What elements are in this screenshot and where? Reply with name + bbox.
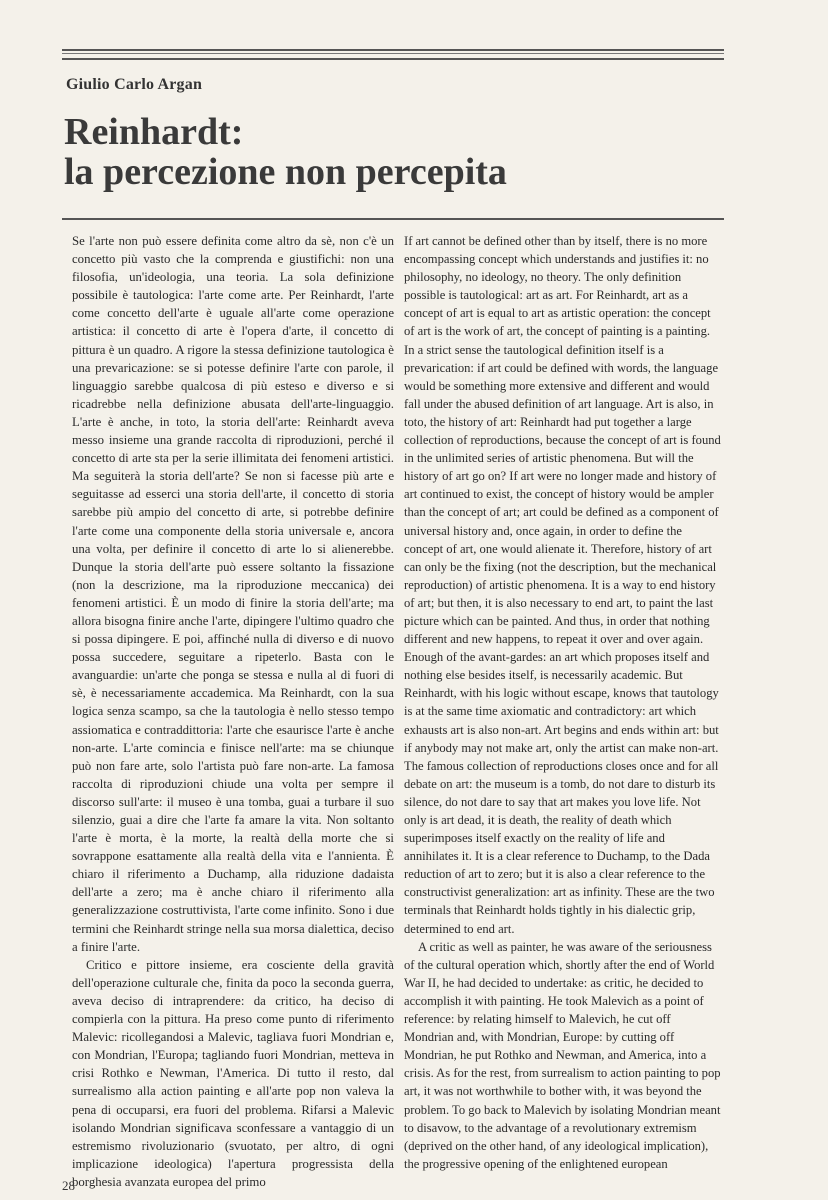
article-title xyxy=(64,112,507,192)
title-line-1: Reinhardt: xyxy=(64,111,244,153)
italian-paragraph-1: Se l'arte non può essere definita come altro da sè, non c'è un concetto più vasto che la comprenda e giustifichi: non una filosofia, un'ideologia, una teoria. La sola definizione possibile è tautologica: l'arte come arte. Per Reinhardt, l'arte come concetto dell'arte è uguale all'arte come operazione artistica: il concetto di arte è l'opera d'arte, il concetto di pittura è un quadro. A rigore la stessa definizione tautologica è una prevaricazione: se si potesse definire l'arte con parole, il linguaggio sarebbe qualcosa di più esteso e diverso e si ricadrebbe nella definizione abusata dell'arte-linguaggio. L'arte è anche, in toto, la storia dell'arte: Reinhardt aveva messo insieme una grande raccolta di riproduzioni, perché il concetto di arte sta per la serie illimitata dei fenomeni artistici. Ma seguiterà la storia dell'arte? Se non si facesse più arte e seguitasse ad esserci una storia dell'arte, il concetto di storia sarebbe più ampio del concetto di arte, si potrebbe definire l'arte come una componente della storia universale e, ancora una volta, per definire il concetto di arte lo si alienerebbe. Dunque la storia dell'arte può essere soltanto la fissazione (non la descrizione, ma la riproduzione meccanica) dei fenomeni artistici. È un modo di finire la storia dell'arte; ma allora bisogna finire anche l'arte, dipingere l'ultimo quadro che si possa dipingere. E poi, affinché nulla di diverso e di nuovo possa succedere, seguitare a ripeterlo. Basta con le avanguardie: un'arte che ponga se stessa e nulla al di fuori di sè, è necessariamente accademica. Ma Reinhardt, con la sua logica senza scampo, sa che la tautologia è nello stesso tempo assiomatica e contraddittoria: l'arte che esaurisce l'arte è anche non-arte. L'arte comincia e finisce nell'arte: ma se chiunque può non fare arte, solo l'artista può fare non-arte. La famosa raccolta di riproduzioni chiude una volta per sempre il discorso sull'arte: il museo è una tomba, guai a turbare il suo silenzio, guai a dire che l'arte fa amare la vita. Non soltanto l'arte è morta, è la morte, la realtà della morte che si sovrappone esattamente alla realtà della vita e l'annienta. È chiaro il riferimento a Duchamp, alla riduzione dadaista dell'arte a zero; ma è anche chiaro il riferimento alla generalizzazione costruttivista, l'arte come infinito. Sono i due termini che Reinhardt stringe nella sua morsa dialettica, deciso a finire l'arte. xyxy=(72,234,394,954)
author-name: Giulio Carlo Argan xyxy=(66,76,203,93)
english-paragraph-1: If art cannot be defined other than by itself, there is no more encompassing concept which understands and justifies it: no philosophy, no ideology, no theory. The only definition possible is tautological: art as art. For Reinhardt, art as a concept of art is equal to art as artistic operation: the concept of art is the work of art, the concept of painting is a painting. In a strict sense the tautological definition itself is a prevarication: if art could be defined with words, the language would be something more extensive and different and would fall under the abused definition of art language. Art is also, in toto, the history of art: Reinhardt had put together a large collection of reproductions, because the concept of art is found in the unlimited series of artistic phenomena. But will the history of art go on? If art were no longer made and history of art continued to exist, the concept of history would be ampler than the concept of art; art could be defined as a component of universal history and, once again, in order to define the concept of art, one would alienate it. Therefore, history of art can only be the fixing (not the description, but the mechanical reproduction) of artistic phenomena. It is a way to end history of art; but then, it is also necessary to end art, to paint the last picture which can be painted. And thus, in order that nothing different and new happens, to repeat it over and over again. Enough of the avant-gardes: an art which proposes itself and nothing else besides itself, is necessarily academic. But Reinhardt, with his logic without escape, knows that tautology is at the same time axiomatic and contradictory: art which exhausts art is also non-art. Art begins and ends within art: but if anybody may not make art, only the artist can make non-art. The famous collection of reproductions closes once and for all debate on art: the museum is a tomb, do not dare to disturb its silence, do not dare to say that art makes you love life. Not only is art dead, it is death, the reality of death which superimposes itself exactly on the reality of life and annihilates it. It is a clear reference to Duchamp, to the Dada reduction of art to zero; but it is also a clear reference to the constructivist generalization: art as infinity. These are the two terminals that Reinhardt holds tightly in his dialectic grip, determined to end art. xyxy=(404,234,721,936)
english-column xyxy=(404,232,722,1173)
italian-paragraph-2: Critico e pittore insieme, era cosciente della gravità dell'operazione culturale che, finita da poco la seconda guerra, aveva deciso di intraprendere: da critico, ha deciso di compierla con la pittura. Ha preso come punto di riferimento Malevic: ricollegandosi a Malevic, tagliava fuori Mondrian e, con Mondrian, l'Europa; tagliando fuori Mondrian, metteva in crisi Rothko e Newman, l'America. Di tutto il resto, dal surrealismo alla action painting e all'arte pop non valeva la pena di occuparsi, era fuori del problema. Rifarsi a Malevic isolando Mondrian significava sconfessare a vantaggio di un estremismo rivoluzionario (svuotato, per altro, di ogni implicazione ideologica) l'apertura progressista della borghesia avanzata europea del primo xyxy=(72,957,394,1189)
title-line-2: la percezione non percepita xyxy=(64,151,507,193)
italian-column xyxy=(72,232,394,1191)
top-double-rule xyxy=(62,49,724,60)
title-bottom-rule xyxy=(62,218,724,224)
english-paragraph-2: A critic as well as painter, he was aware of the seriousness of the cultural operation which, shortly after the end of World War II, he had decided to undertake: as critic, he decided to accomplish it with painting. He took Malevich as a point of reference: by relating himself to Malevich, he cut off Mondrian and, with Mondrian, Europe: by cutting off Mondrian, he put Rothko and Newman, and America, into a crisis. As for the rest, from surrealism to action painting to pop art, it was not worthwhile to bother with, it was beyond the problem. To go back to Malevich by isolating Mondrian meant to disavow, to the advantage of a revolutionary extremism (deprived on the other hand, of any ideological implication), the progressive opening of the enlightened european xyxy=(404,939,721,1171)
page-number: 28 xyxy=(62,1178,75,1193)
